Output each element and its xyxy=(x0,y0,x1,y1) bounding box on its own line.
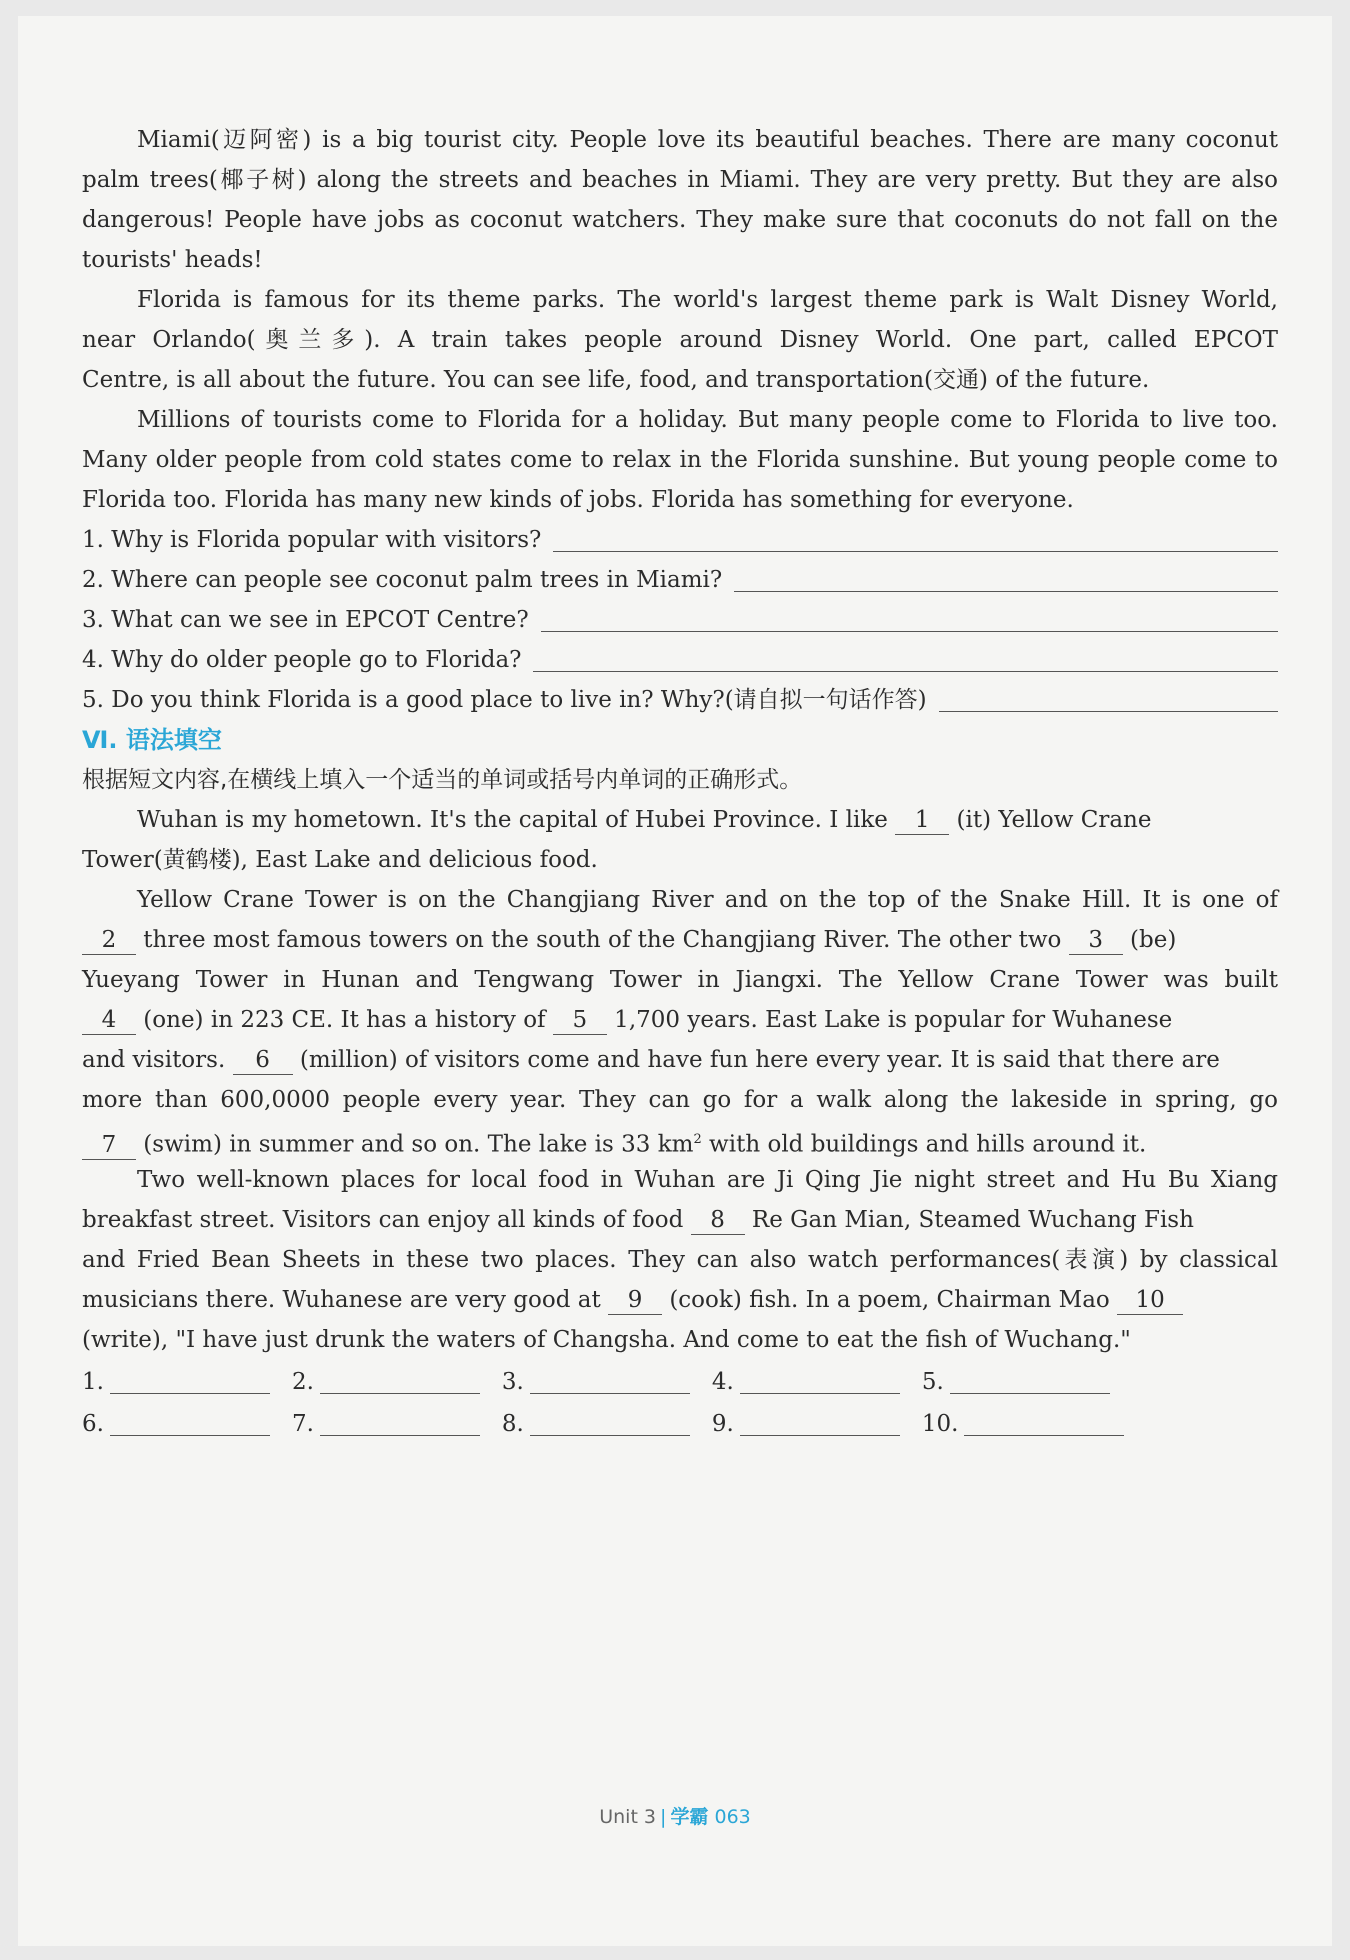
answer-number: 2. xyxy=(291,1369,314,1395)
answer-number: 3. xyxy=(501,1369,524,1395)
passage2-line-3: Yellow Crane Tower is on the Changjiang River and on the top of the Snake Hill. It is one of xyxy=(137,887,1278,913)
answer-slot-9[interactable] xyxy=(712,1404,900,1444)
question-1-text: 1. Why is Florida popular with visitors? xyxy=(82,527,542,553)
superscript: 2 xyxy=(693,1132,702,1147)
blank-7[interactable]: 7 xyxy=(82,1131,136,1160)
footer-unit: Unit 3 xyxy=(599,1806,657,1828)
answer-underline[interactable] xyxy=(964,1435,1124,1436)
question-3 xyxy=(82,600,1278,640)
passage2-line-14: (write), "I have just drunk the waters of Changsha. And come to eat the fish of Wuchang." xyxy=(82,1327,1131,1353)
passage2-line-8: more than 600,0000 people every year. They can go for a walk along the lakeside in spring, go xyxy=(82,1087,1278,1113)
passage1-line-1: Miami(迈阿密) is a big tourist city. People love its beautiful beaches. There are many coconut xyxy=(137,127,1278,153)
passage2-line-6 xyxy=(82,1000,1278,1040)
answer-row-1 xyxy=(82,1362,1278,1402)
answer-line-q5[interactable] xyxy=(939,710,1278,712)
answer-line-q1[interactable] xyxy=(553,550,1278,552)
footer-separator: | xyxy=(660,1806,667,1828)
answer-number: 9. xyxy=(711,1411,734,1437)
answer-slot-3[interactable] xyxy=(502,1362,690,1402)
answer-underline[interactable] xyxy=(320,1393,480,1394)
answer-underline[interactable] xyxy=(740,1393,900,1394)
blank-1[interactable]: 1 xyxy=(895,806,949,835)
passage2-line-9 xyxy=(82,1120,1278,1160)
question-4 xyxy=(82,640,1278,680)
text-segment: 1,700 years. East Lake is popular for Wuhanese xyxy=(606,1007,1173,1033)
answer-slot-2[interactable] xyxy=(292,1362,480,1402)
question-5-text: 5. Do you think Florida is a good place to live in? Why?(请自拟一句话作答) xyxy=(82,687,927,713)
blank-10[interactable]: 10 xyxy=(1117,1286,1183,1315)
passage1-line-2: palm trees(椰子树) along the streets and beaches in Miami. They are very pretty. But they are also xyxy=(82,167,1278,193)
text-segment: (million) of visitors come and have fun here every year. It is said that there are xyxy=(292,1047,1220,1073)
answer-slot-5[interactable] xyxy=(922,1362,1110,1402)
question-1 xyxy=(82,520,1278,560)
passage2-line-11 xyxy=(82,1200,1278,1240)
text-segment: with old buildings and hills around it. xyxy=(701,1131,1147,1158)
text-segment: and visitors. xyxy=(82,1047,233,1073)
answer-underline[interactable] xyxy=(530,1435,690,1436)
passage2-line-10: Two well-known places for local food in Wuhan are Ji Qing Jie night street and Hu Bu Xiang xyxy=(137,1167,1278,1193)
answer-underline[interactable] xyxy=(530,1393,690,1394)
passage1-line-4: tourists' heads! xyxy=(82,247,263,273)
answer-underline[interactable] xyxy=(950,1393,1110,1394)
passage2-line-5: Yueyang Tower in Hunan and Tengwang Tower in Jiangxi. The Yellow Crane Tower was built xyxy=(82,967,1278,993)
section-instruction: 根据短文内容,在横线上填入一个适当的单词或括号内单词的正确形式。 xyxy=(82,767,803,793)
blank-3[interactable]: 3 xyxy=(1069,926,1123,955)
footer-brand: 学霸 xyxy=(670,1806,709,1828)
text-segment: (one) in 223 CE. It has a history of xyxy=(136,1007,553,1033)
answer-underline[interactable] xyxy=(740,1435,900,1436)
passage1-line-3: dangerous! People have jobs as coconut watchers. They make sure that coconuts do not fall on the xyxy=(82,207,1278,233)
text-segment: breakfast street. Visitors can enjoy all kinds of food xyxy=(82,1207,691,1233)
text-segment: Re Gan Mian, Steamed Wuchang Fish xyxy=(744,1207,1194,1233)
passage1-line-9: Many older people from cold states come to relax in the Florida sunshine. But young people come to xyxy=(82,447,1278,473)
answer-slot-8[interactable] xyxy=(502,1404,690,1444)
answer-underline[interactable] xyxy=(110,1393,270,1394)
passage1-line-7: Centre, is all about the future. You can see life, food, and transportation(交通) of the future. xyxy=(82,367,1150,393)
blank-9[interactable]: 9 xyxy=(608,1286,662,1315)
question-2-text: 2. Where can people see coconut palm trees in Miami? xyxy=(82,567,723,593)
text-segment: (cook) fish. In a poem, Chairman Mao xyxy=(662,1287,1118,1313)
passage2-line-1 xyxy=(82,800,1278,840)
page-footer xyxy=(18,1802,1332,1829)
passage1-line-10: Florida too. Florida has many new kinds of jobs. Florida has something for everyone. xyxy=(82,487,1074,513)
answer-slot-6[interactable] xyxy=(82,1404,270,1444)
answer-number: 6. xyxy=(82,1411,104,1437)
answer-line-q3[interactable] xyxy=(541,630,1278,632)
worksheet-page xyxy=(18,16,1332,1946)
answer-number: 4. xyxy=(711,1369,734,1395)
question-4-text: 4. Why do older people go to Florida? xyxy=(82,647,522,673)
passage2-line-4 xyxy=(82,920,1278,960)
passage1-line-5: Florida is famous for its theme parks. The world's largest theme park is Walt Disney World, xyxy=(137,287,1278,313)
answer-number: 8. xyxy=(501,1411,524,1437)
answer-line-q2[interactable] xyxy=(734,590,1278,592)
answer-underline[interactable] xyxy=(320,1435,480,1436)
passage2-line-7 xyxy=(82,1040,1278,1080)
blank-2[interactable]: 2 xyxy=(82,926,136,955)
answer-underline[interactable] xyxy=(110,1435,270,1436)
text-segment: three most famous towers on the south of the Changjiang River. The other two xyxy=(136,927,1069,953)
passage2-line-2: Tower(黄鹤楼), East Lake and delicious food. xyxy=(82,847,598,873)
section-title: Ⅵ. 语法填空 xyxy=(82,726,222,754)
blank-4[interactable]: 4 xyxy=(82,1006,136,1035)
answer-number: 1. xyxy=(82,1369,104,1395)
passage2-line-13 xyxy=(82,1280,1278,1320)
blank-6[interactable]: 6 xyxy=(233,1046,293,1075)
answer-slot-4[interactable] xyxy=(712,1362,900,1402)
blank-5[interactable]: 5 xyxy=(553,1006,607,1035)
answer-slot-7[interactable] xyxy=(292,1404,480,1444)
text-segment: (be) xyxy=(1122,927,1177,953)
answer-number: 5. xyxy=(921,1369,944,1395)
passage1-line-6: near Orlando(奥兰多). A train takes people around Disney World. One part, called EPCOT xyxy=(82,327,1278,353)
question-2 xyxy=(82,560,1278,600)
text-segment: (swim) in summer and so on. The lake is 33 km xyxy=(136,1131,694,1158)
passage1-line-8: Millions of tourists come to Florida for a holiday. But many people come to Florida to live too. xyxy=(137,407,1278,433)
text-segment: Wuhan is my hometown. It's the capital of Hubei Province. I like xyxy=(137,807,896,833)
answer-slot-10[interactable] xyxy=(922,1404,1125,1444)
question-3-text: 3. What can we see in EPCOT Centre? xyxy=(82,607,529,633)
answer-row-2 xyxy=(82,1404,1278,1444)
text-segment: musicians there. Wuhanese are very good at xyxy=(82,1287,609,1313)
answer-number: 10. xyxy=(921,1411,959,1437)
passage2-line-12: and Fried Bean Sheets in these two places. They can also watch performances(表演) by classical xyxy=(82,1247,1278,1273)
answer-line-q4[interactable] xyxy=(533,670,1278,672)
answer-slot-1[interactable] xyxy=(82,1362,270,1402)
blank-8[interactable]: 8 xyxy=(691,1206,745,1235)
page-number: 063 xyxy=(714,1806,751,1828)
text-segment: (it) Yellow Crane xyxy=(949,807,1152,833)
question-5 xyxy=(82,680,1278,720)
answer-number: 7. xyxy=(291,1411,314,1437)
